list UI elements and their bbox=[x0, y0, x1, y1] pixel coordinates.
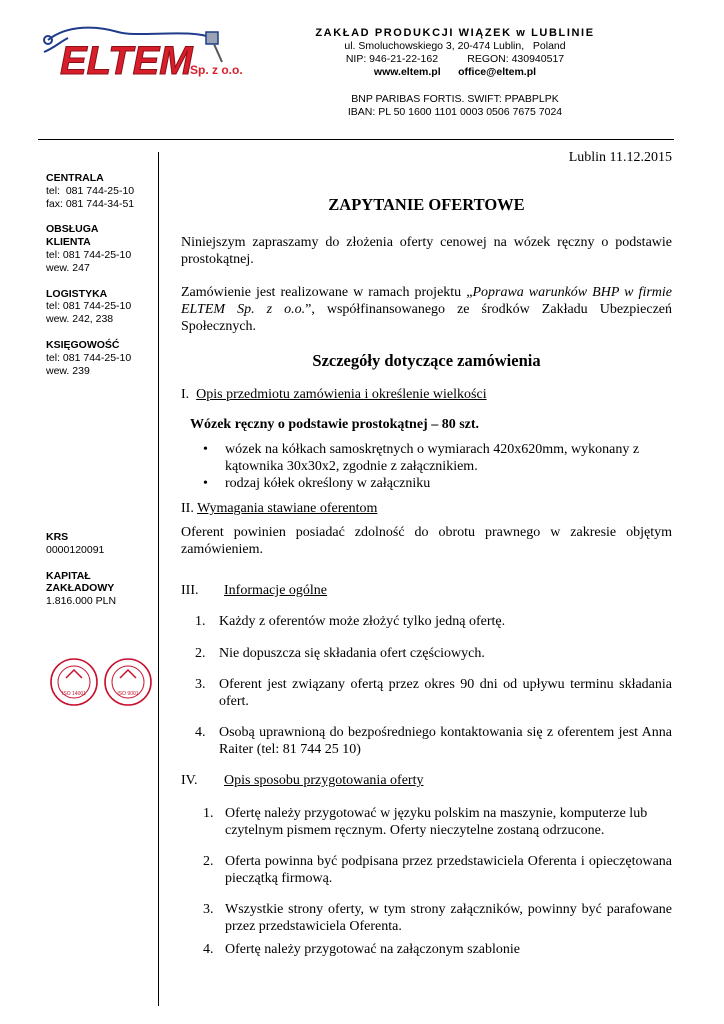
sidebar-heading: OBSŁUGA bbox=[46, 223, 99, 236]
iso-14001-seal bbox=[51, 659, 97, 705]
section-2-title: Wymagania stawiane oferentom bbox=[197, 501, 378, 516]
sidebar-heading: KLIENTA bbox=[46, 236, 91, 249]
product-line: Wózek ręczny o podstawie prostokątnej – 80 szt. bbox=[190, 417, 480, 432]
section-2-text: Oferent powinien posiadać zdolność do obrotu prawnego w zakresie objętym zamówieniem. bbox=[181, 525, 672, 557]
company-address: ul. Smoluchowskiego 3, 20-474 Lublin, Poland bbox=[344, 40, 566, 52]
share-capital: 1.816.000 PLN bbox=[46, 595, 117, 608]
krs-number: 0000120091 bbox=[46, 543, 105, 556]
sidebar-heading: LOGISTYKA bbox=[46, 287, 108, 300]
section-2-heading: II. Wymagania stawiane oferentom bbox=[181, 501, 378, 516]
iso-seals bbox=[48, 648, 158, 720]
sidebar-fax: fax: 081 744-34-51 bbox=[46, 197, 135, 210]
svg-text:ISO 14001: ISO 14001 bbox=[62, 691, 86, 697]
iso-9001-seal bbox=[105, 659, 151, 705]
sidebar-ksiegowosc bbox=[46, 339, 158, 377]
list-item: • rodzaj kółek określony w załączniku bbox=[203, 476, 431, 491]
svg-text:ELTEM: ELTEM bbox=[60, 39, 193, 83]
details-heading: Szczegóły dotyczące zamówienia bbox=[312, 351, 541, 370]
section-1-heading: I. Opis przedmiotu zamówienia i określenie wielkości bbox=[181, 387, 487, 402]
svg-text:ISO 9001: ISO 9001 bbox=[117, 691, 139, 697]
sidebar-heading: ZAKŁADOWY bbox=[46, 582, 115, 595]
intro-paragraph: Niniejszym zapraszamy do złożenia oferty cenowej na wózek ręczny o podstawie prostokątnej. bbox=[181, 235, 672, 267]
sidebar-centrala bbox=[46, 172, 158, 210]
sidebar-heading: KSIĘGOWOŚĆ bbox=[46, 338, 120, 351]
project-name: Poprawa warunków BHP w firmie ELTEM Sp. z o.o. bbox=[181, 285, 672, 317]
sidebar-tel: tel: 081 744-25-10 bbox=[46, 351, 132, 364]
sidebar-heading: KAPITAŁ bbox=[46, 569, 91, 582]
eltem-logo bbox=[38, 22, 253, 84]
company-info bbox=[290, 27, 620, 119]
letter-date: Lublin 11.12.2015 bbox=[568, 150, 672, 165]
sidebar-ext: wew. 239 bbox=[46, 364, 90, 377]
section-3-heading: III. Informacje ogólne bbox=[181, 583, 328, 598]
sidebar-heading: KRS bbox=[46, 531, 69, 543]
section-3-title: Informacje ogólne bbox=[224, 583, 328, 598]
letter-title: ZAPYTANIE OFERTOWE bbox=[328, 195, 525, 214]
bullet-list bbox=[203, 441, 672, 492]
sidebar-tel: tel: 081 744-25-10 bbox=[46, 184, 135, 197]
bank-iban: IBAN: PL 50 1600 1101 0003 0506 7675 7024 bbox=[347, 106, 563, 118]
section-1-title: Opis przedmiotu zamówienia i określenie wielkości bbox=[196, 387, 487, 402]
contact-sidebar bbox=[46, 172, 158, 390]
section-4-heading: IV. Opis sposobu przygotowania oferty bbox=[181, 773, 424, 788]
sidebar-ext: wew. 247 bbox=[46, 261, 90, 274]
header-divider bbox=[38, 139, 674, 140]
company-web-email[interactable]: www.eltem.pl office@eltem.pl bbox=[373, 66, 537, 78]
bank-name: BNP PARIBAS FORTIS. SWIFT: PPABPLPK bbox=[351, 93, 559, 105]
sidebar-logistyka bbox=[46, 288, 158, 326]
svg-text:Sp. z o.o.: Sp. z o.o. bbox=[190, 63, 243, 77]
project-paragraph: Zamówienie jest realizowane w ramach projektu „Poprawa warunków BHP w firmie ELTEM Sp. z o.o.”, współfinansowanego ze środków Zakładu Ubezpieczeń Społecznych. bbox=[181, 285, 672, 334]
sidebar-divider bbox=[158, 152, 159, 1006]
list-item: • wózek na kółkach samoskrętnych o wymiarach 420x620mm, wykonany z kątownika 30x30x2, zgodnie z załącznikiem. bbox=[203, 442, 640, 474]
company-name: ZAKŁAD PRODUKCJI WIĄZEK w LUBLINIE bbox=[315, 27, 595, 39]
sidebar-ext: wew. 242, 238 bbox=[46, 313, 114, 326]
sidebar-tel: tel: 081 744-25-10 bbox=[46, 300, 132, 313]
company-nip-regon: NIP: 946-21-22-162 REGON: 430940517 bbox=[345, 53, 565, 65]
section-4-title: Opis sposobu przygotowania oferty bbox=[224, 773, 424, 788]
sidebar-heading: CENTRALA bbox=[46, 172, 104, 184]
sidebar-obsluga bbox=[46, 223, 158, 274]
sidebar-registration bbox=[46, 531, 158, 608]
letterhead bbox=[0, 0, 724, 140]
sidebar-tel: tel: 081 744-25-10 bbox=[46, 248, 132, 261]
